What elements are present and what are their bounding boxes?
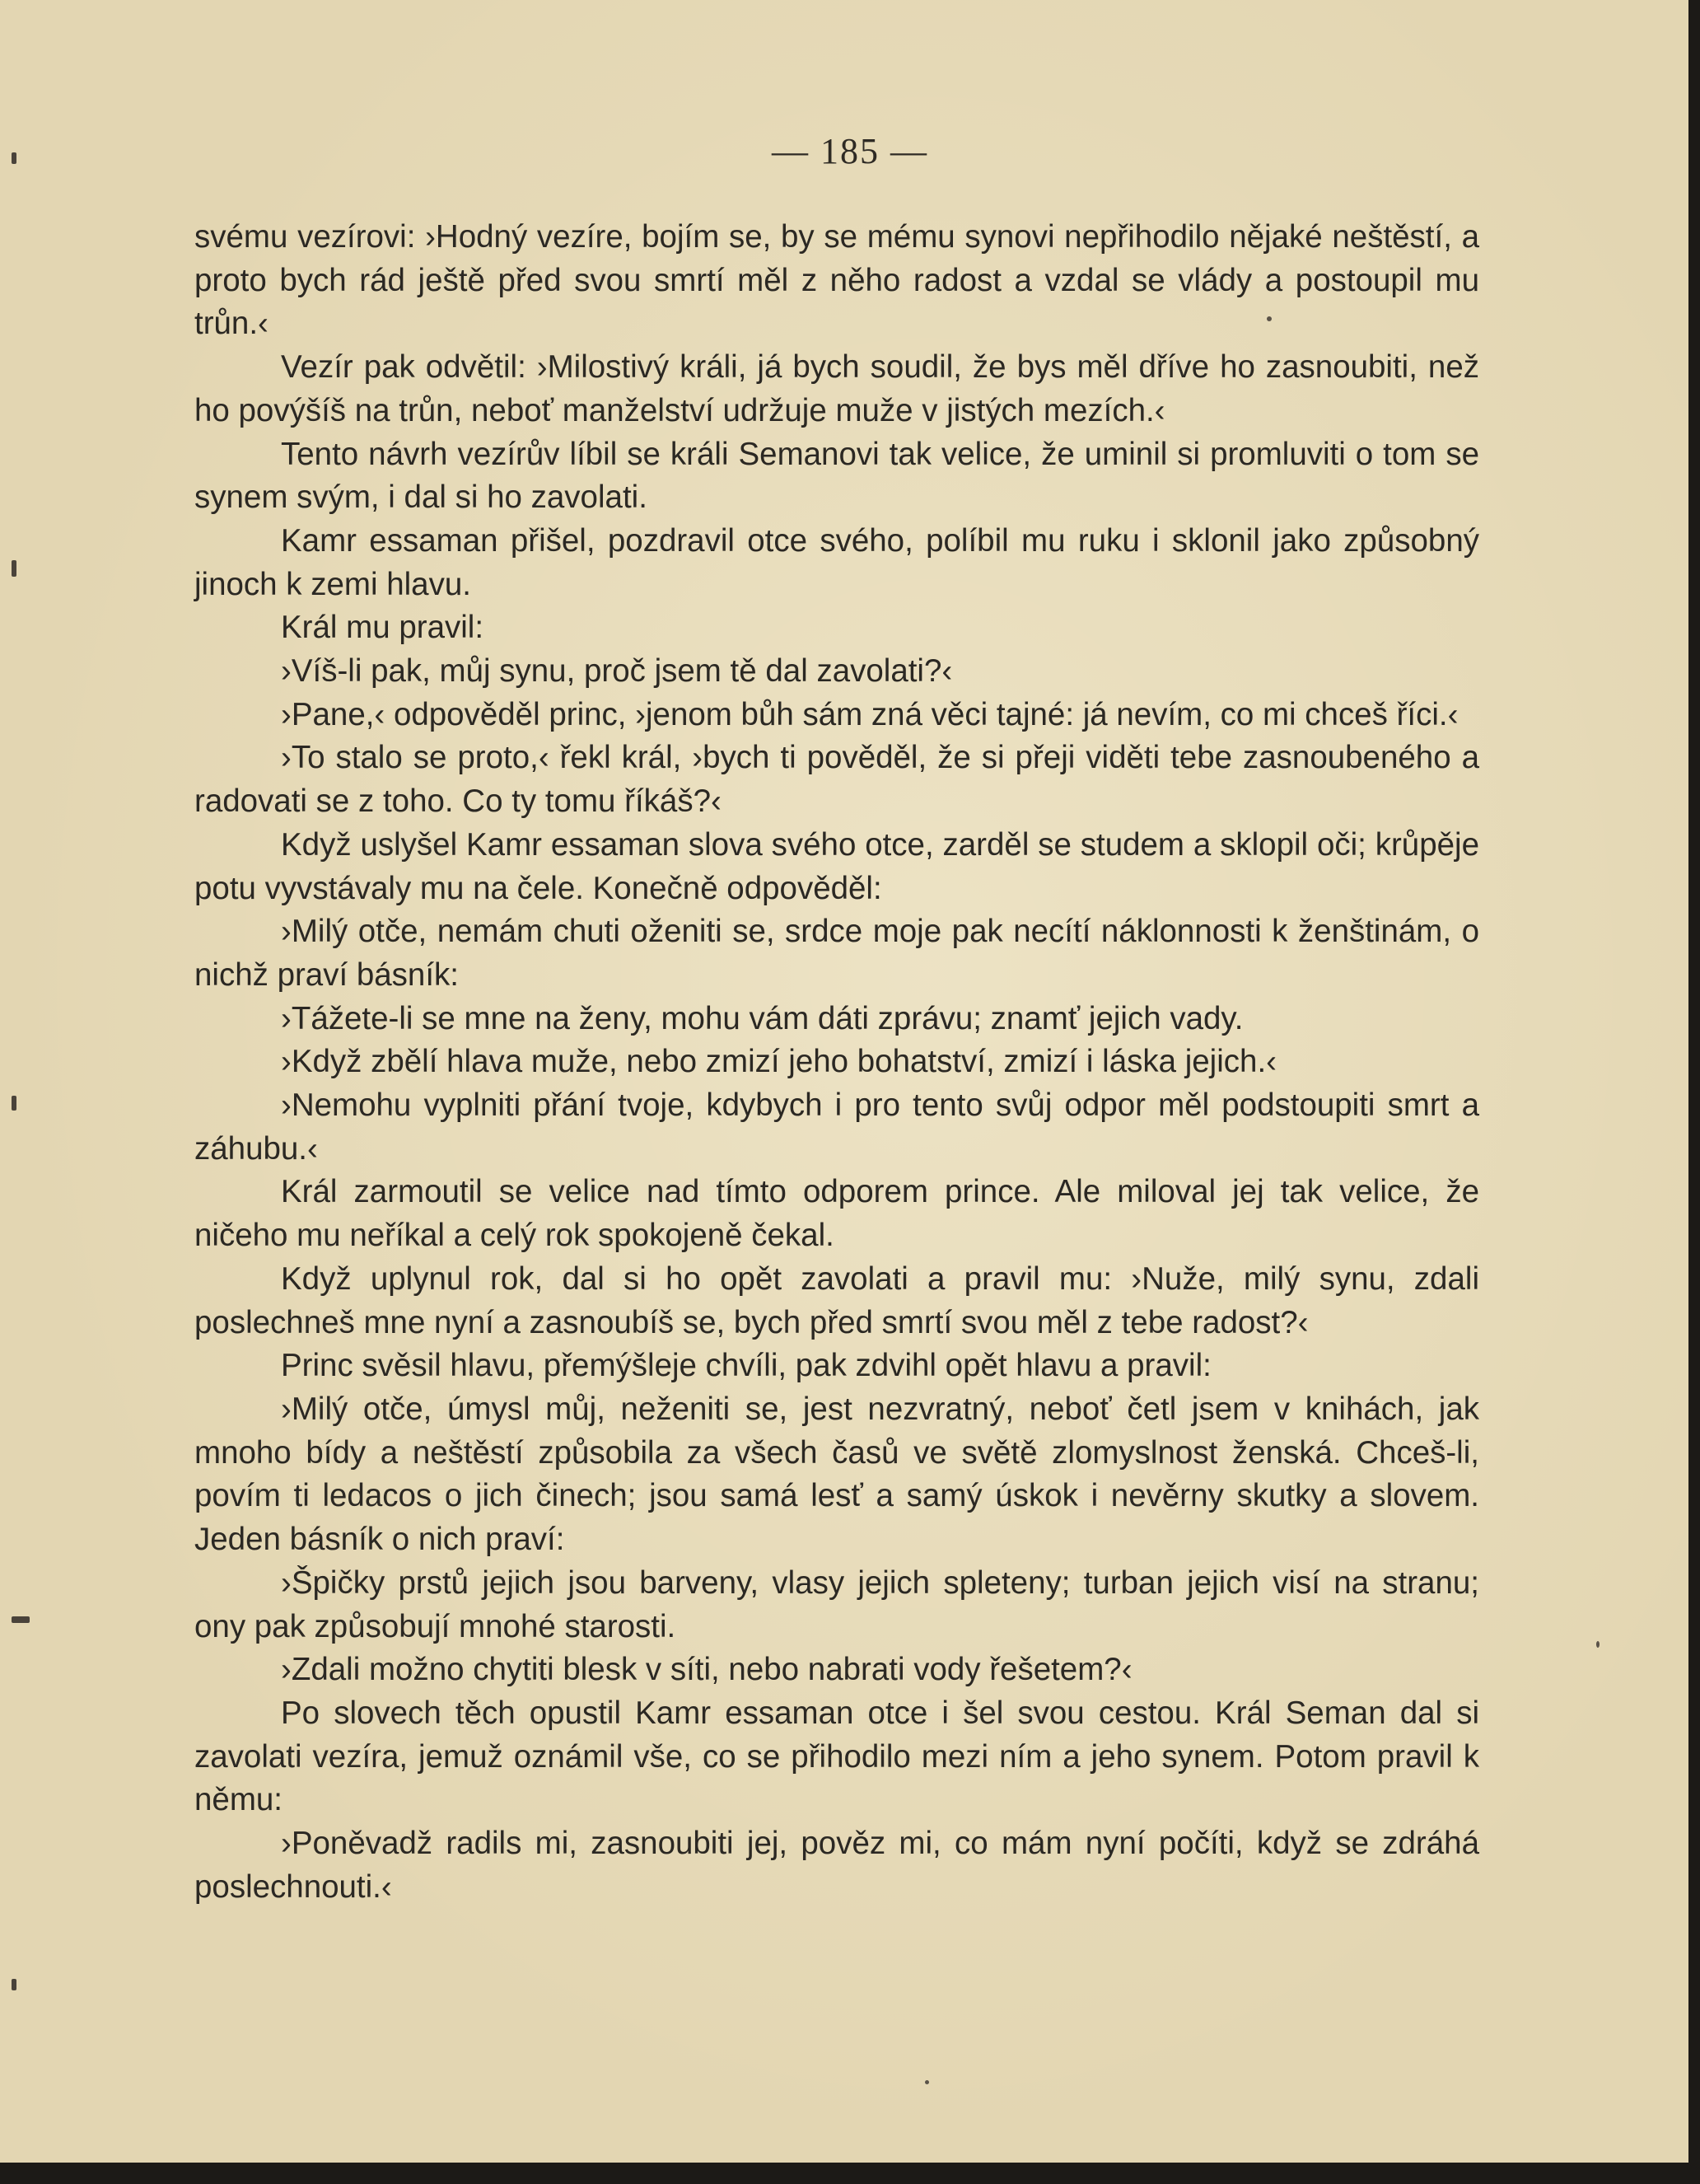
paragraph: ›Když zbělí hlava muže, nebo zmizí jeho bohatství, zmizí i láska jejich.‹ [281,1044,1277,1080]
paragraph: Kamr essaman přišel, pozdravil otce svého, políbil mu ruku i sklonil jako způsobný jinoch k zemi hlavu. [194,522,1479,602]
paragraph: Král zarmoutil se velice nad tímto odporem prince. Ale miloval jej tak velice, že ničeho mu neříkal a celý rok spokojeně čekal. [194,1174,1479,1254]
paragraph: Když uslyšel Kamr essaman slova svého otce, zarděl se studem a sklopil oči; krůpěje potu vyvstávaly mu na čele. Konečně odpověděl: [194,826,1479,906]
paragraph: Vezír pak odvětil: ›Milostivý králi, já bych soudil, že bys měl dříve ho zasnoubiti, než ho povýšíš na trůn, neboť manželství udržuje muže v jistých mezích.‹ [194,349,1479,428]
paragraph: Když uplynul rok, dal si ho opět zavolati a pravil mu: ›Nuže, milý synu, zdali poslechneš mne nyní a zasnoubíš se, bych před smrtí svou měl z tebe radost?‹ [194,1260,1479,1340]
paragraph: Po slovech těch opustil Kamr essaman otce i šel svou cestou. Král Seman dal si zavolati vezíra, jemuž oznámil vše, co se přihodilo mezi ním a jeho synem. Potom pravil k němu: [194,1695,1479,1818]
body-text [194,216,1479,1909]
page-edge-mark [12,1616,30,1623]
paragraph: ›Špičky prstů jejich jsou barveny, vlasy jejich spleteny; turban jejich visí na stranu; ony pak způsobují mnohé starosti. [194,1564,1479,1644]
paragraph: ›Poněvadž radils mi, zasnoubiti jej, pověz mi, co mám nyní počíti, když se zdráhá poslechnouti.‹ [194,1826,1479,1905]
paragraph: ›Tážete-li se mne na ženy, mohu vám dáti zprávu; znamť jejich vady. [281,1000,1244,1036]
paragraph: ›Zdali možno chytiti blesk v síti, nebo nabrati vody řešetem?‹ [281,1652,1133,1688]
paragraph: ›Milý otče, nemám chuti oženiti se, srdce moje pak necítí náklonnosti k ženštinám, o nichž praví básník: [194,914,1479,993]
paragraph: Tento návrh vezírův líbil se králi Semanovi tak velice, že uminil si promluviti o tom se synem svým, i dal si ho zavolati. [194,436,1479,516]
page-edge-mark [12,1096,16,1111]
paper-speck [925,2080,929,2084]
paragraph: ›Nemohu vyplniti přání tvoje, kdybych i pro tento svůj odpor měl podstoupiti smrt a záhubu.‹ [194,1087,1479,1167]
paragraph: ›Pane,‹ odpověděl princ, ›jenom bůh sám zná věci tajné: já nevím, co mi chceš říci.‹ [281,696,1459,732]
paragraph: svému vezírovi: ›Hodný vezíre, bojím se, by se mému synovi nepřihodilo nějaké neštěstí, a proto bych rád ještě před svou smrtí měl z něho radost a vzdal se vlády a postoupil mu trůn.‹ [194,219,1479,342]
paragraph: ›Milý otče, úmysl můj, neženiti se, jest nezvratný, neboť četl jsem v knihách, jak mnoho bídy a neštěstí způsobila za všech časů ve světě zlomyslnost ženská. Chceš-li, povím ti ledacos o jich činech; jsou samá lesť a samý úskok i nevěrny skutky a slovem. Jeden básník o nich praví: [194,1391,1479,1558]
paragraph: ›To stalo se proto,‹ řekl král, ›bych ti pověděl, že si přeji viděti tebe zasnoubeného a radovati se z toho. Co ty tomu říkáš?‹ [194,740,1479,820]
paper-speck [1596,1641,1600,1648]
page-edge-mark [12,1979,16,1990]
paragraph: ›Víš-li pak, můj synu, proč jsem tě dal zavolati?‹ [281,653,953,690]
page-edge-mark [12,560,16,577]
paragraph: Princ svěsil hlavu, přemýšleje chvíli, pak zdvihl opět hlavu a pravil: [281,1348,1212,1384]
paragraph: Král mu pravil: [281,610,484,646]
page-number: — 185 — [772,131,928,171]
